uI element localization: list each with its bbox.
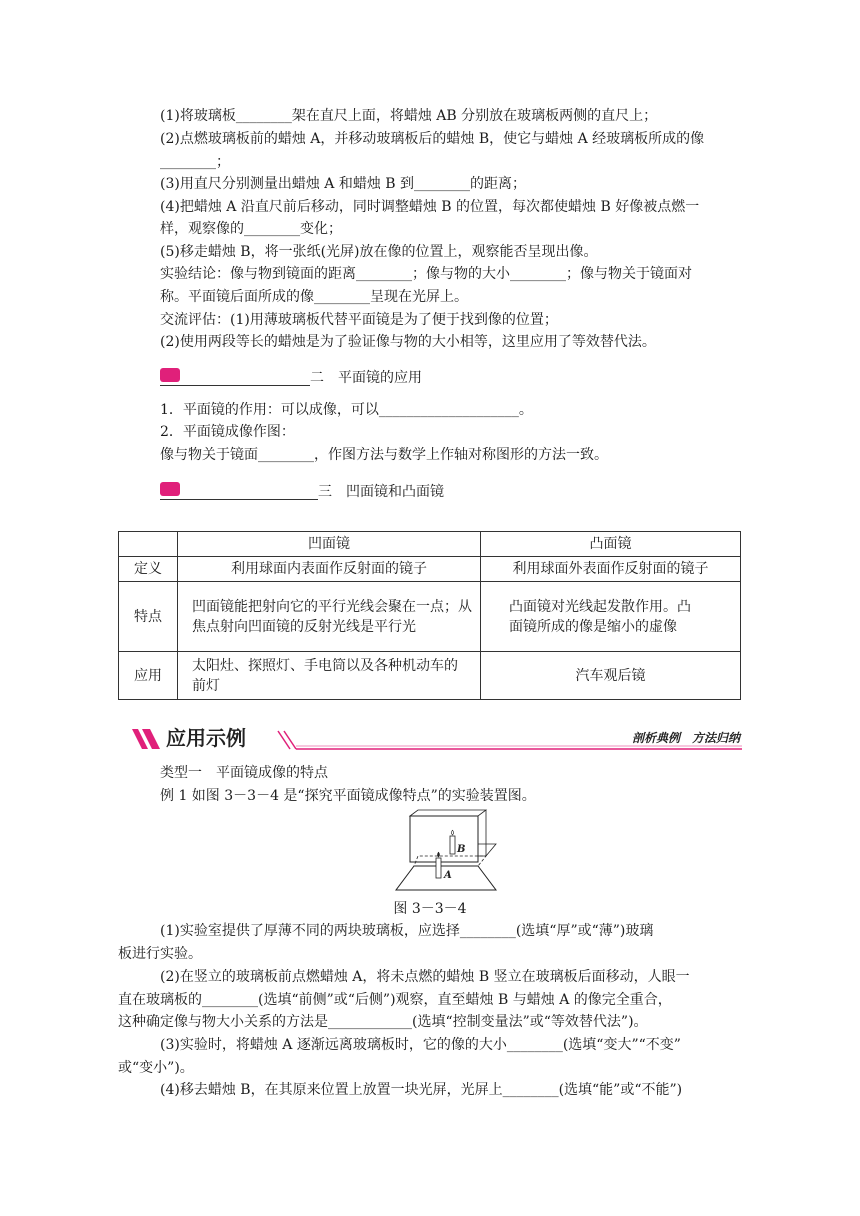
table-row xyxy=(119,652,741,700)
table-cell: 太阳灶、探照灯、手电筒以及各种机动车的前灯 xyxy=(178,652,481,700)
mirror-comparison-table xyxy=(118,531,741,700)
label-b: B xyxy=(457,844,466,855)
step-3: (3)用直尺分别测量出蜡烛 A 和蜡烛 B 到________的距离； xyxy=(160,176,527,192)
conclusion-cont: 称。平面镜后面所成的像________呈现在光屏上。 xyxy=(160,289,468,305)
table-row xyxy=(119,532,741,557)
question-1: (1)实验室提供了厚薄不同的两块玻璃板，应选择________(选填“厚”或“薄”)玻璃 xyxy=(160,923,654,939)
question-4: (4)移去蜡烛 B，在其原来位置上放置一块光屏，光屏上________(选填“能”或“不能”) xyxy=(160,1082,683,1098)
question-3: (3)实验时，将蜡烛 A 逐渐远离玻璃板时，它的像的大小________(选填“变大”“不变” xyxy=(160,1037,681,1053)
table-row xyxy=(119,582,741,652)
table-cell: 特点 xyxy=(119,582,178,652)
table-cell: 定义 xyxy=(119,557,178,582)
table-cell: 凹面镜 xyxy=(178,532,481,557)
question-1-cont: 板进行实验。 xyxy=(118,946,202,962)
banner-subtitle: 剖析典例 方法归纳 xyxy=(631,731,740,745)
example-type: 类型一 平面镜成像的特点 xyxy=(160,765,328,781)
question-2: (2)在竖立的玻璃板前点燃蜡烛 A，将未点燃的蜡烛 B 竖立在玻璃板后面移动，人眼一 xyxy=(160,969,690,985)
figure-caption: 图 3－3－4 xyxy=(393,901,467,917)
step-5: (5)移走蜡烛 B，将一张纸(光屏)放在像的位置上，观察能否呈现出像。 xyxy=(160,244,598,260)
table-cell: 应用 xyxy=(119,652,178,700)
banner-title: 应用示例 xyxy=(166,726,246,750)
conclusion: 实验结论：像与物到镜面的距离________；像与物的大小________；像与物关于镜面对 xyxy=(160,266,692,282)
label-a: A xyxy=(444,870,452,881)
section-header-2 xyxy=(160,368,460,390)
section-marker xyxy=(160,368,180,382)
s2-line-1: 1．平面镜的作用：可以成像，可以____________________。 xyxy=(160,402,533,418)
step-1: (1)将玻璃板________架在直尺上面，将蜡烛 AB 分别放在玻璃板两侧的直尺上； xyxy=(160,108,658,124)
section-title: 二 平面镜的应用 xyxy=(310,370,422,386)
table-cell: 凹面镜能把射向它的平行光线会聚在一点；从焦点射向凹面镜的反射光线是平行光 xyxy=(178,582,481,652)
evaluation-2: (2)使用两段等长的蜡烛是为了验证像与物的大小相等，这里应用了等效替代法。 xyxy=(160,334,656,350)
evaluation-1: 交流评估：(1)用薄玻璃板代替平面镜是为了便于找到像的位置； xyxy=(160,312,558,328)
table-row xyxy=(119,557,741,582)
step-2: (2)点燃玻璃板前的蜡烛 A，并移动玻璃板后的蜡烛 B，使它与蜡烛 A 经玻璃板所成的像 xyxy=(160,131,705,147)
table-cell: 凸面镜 xyxy=(481,532,741,557)
table-cell: 利用球面外表面作反射面的镜子 xyxy=(481,557,741,582)
example-intro: 例 1 如图 3－3－4 是“探究平面镜成像特点”的实验装置图。 xyxy=(160,788,536,804)
question-2-cont: 直在玻璃板的________(选填“前侧”或“后侧”)观察，直至蜡烛 B 与蜡烛 A 的像完全重合， xyxy=(118,992,672,1008)
s2-line-3: 像与物关于镜面________，作图方法与数学上作轴对称图形的方法一致。 xyxy=(160,447,608,463)
s2-line-2: 2．平面镜成像作图： xyxy=(160,424,295,440)
section-banner xyxy=(130,725,742,753)
question-2-cont2: 这种确定像与物大小关系的方法是____________(选填“控制变量法”或“等效替代法”)。 xyxy=(118,1014,648,1030)
step-2-cont: ________； xyxy=(160,154,230,170)
section-marker xyxy=(160,482,180,496)
table-cell xyxy=(119,532,178,557)
table-cell: 凸面镜对光线起发散作用。凸面镜所成的像是缩小的虚像 xyxy=(481,582,741,652)
section-title: 三 凹面镜和凸面镜 xyxy=(318,484,444,500)
table-cell: 利用球面内表面作反射面的镜子 xyxy=(178,557,481,582)
experiment-figure xyxy=(378,808,502,898)
section-header-3 xyxy=(160,482,500,504)
question-3-cont: 或“变小”)。 xyxy=(118,1060,194,1076)
step-4-cont: 样，观察像的________变化； xyxy=(160,221,342,237)
table-cell: 汽车观后镜 xyxy=(481,652,741,700)
step-4: (4)把蜡烛 A 沿直尺前后移动，同时调整蜡烛 B 的位置，每次都使蜡烛 B 好像被点燃一 xyxy=(160,199,700,215)
